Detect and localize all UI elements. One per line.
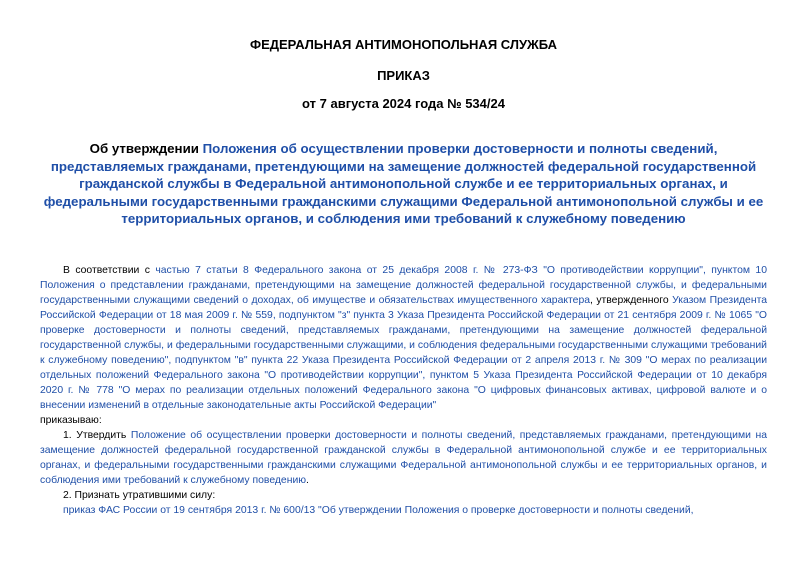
preamble-paragraph (40, 263, 767, 413)
item-2-paragraph: 2. Признать утратившими силу: (63, 490, 216, 501)
preamble-law-link[interactable]: частью 7 статьи 8 Федерального закона от 25 декабря 2008 г. № 273-ФЗ "О противодействии коррупции", пунктом 10 Положения о представлении гражданами, претендующими на замещение должностей федеральной государственной службы, и федеральными государственными служащими сведений о доходах, об имуществе и обязательствах имущественного характера (40, 265, 767, 306)
decree-word: приказываю: (40, 415, 102, 426)
item-1-suffix: . (306, 475, 309, 486)
document-title (40, 140, 767, 228)
item-2-sub-1-paragraph (40, 503, 767, 518)
document-body (40, 263, 767, 518)
item-1-regulation-link[interactable]: Положение об осуществлении проверки достоверности и полноты сведений, представляемых гражданами, претендующими на замещение должностей федеральной государственной гражданской службы в Федеральной антимонопольной службе и ее территориальных органах, и федеральными государственными гражданскими служащими Федеральной антимонопольной службы и ее территориальных органов, и соблюдения ими требований к служебному поведению (40, 430, 767, 486)
preamble-decree-link[interactable]: Указом Президента Российской Федерации от 18 мая 2009 г. № 559, подпунктом "з" пункта 3 Указа Президента Российской Федерации от 21 сентября 2009 г. № 1065 "О проверке достоверности и полноты сведений, представляемых гражданами, претендующими на замещение должностей федеральной государственной службы, и федеральными государственными служащими, и соблюдения федеральными государственными служащими требований к служебному поведению", подпунктом "в" пункта 22 Указа Президента Российской Федерации от 2 апреля 2013 г. № 309 "О мерах по реализации отдельных положений Федерального закона "О противодействии коррупции", пунктом 5 Указа Президента Российской Федерации от 10 декабря 2020 г. № 778 "О мерах по реализации отдельных положений Федерального закона "О цифровых финансовых активах, цифровой валюте и о внесении изменений в отдельные законодательные акты Российской Федерации" (40, 295, 767, 411)
preamble-text-2: , утвержденного (590, 295, 673, 306)
document-type-heading: ПРИКАЗ (377, 68, 430, 83)
organization-heading: ФЕДЕРАЛЬНАЯ АНТИМОНОПОЛЬНАЯ СЛУЖБА (249, 37, 558, 52)
item-1-prefix: 1. Утвердить (63, 430, 131, 441)
preamble-text-1: В соответствии с (63, 265, 156, 276)
title-prefix: Об утверждении (89, 141, 203, 156)
document-date-number: от 7 августа 2024 года № 534/24 (302, 96, 505, 111)
item-2-sub-1-link[interactable]: приказ ФАС России от 19 сентября 2013 г. № 600/13 "Об утверждении Положения о проверке достоверности и полноты сведений, (63, 505, 694, 516)
title-regulation-link[interactable]: Положения об осуществлении проверки достоверности и полноты сведений, представляемых гражданами, претендующими на замещение должностей федеральной государственной гражданской службы в Федеральной антимонопольной службе и ее территориальных органах, и федеральными государственными гражданскими служащими Федеральной антимонопольной службы и ее территориальных органов, и соблюдения ими требований к служебному поведению (43, 141, 764, 227)
item-1-paragraph (40, 428, 767, 488)
